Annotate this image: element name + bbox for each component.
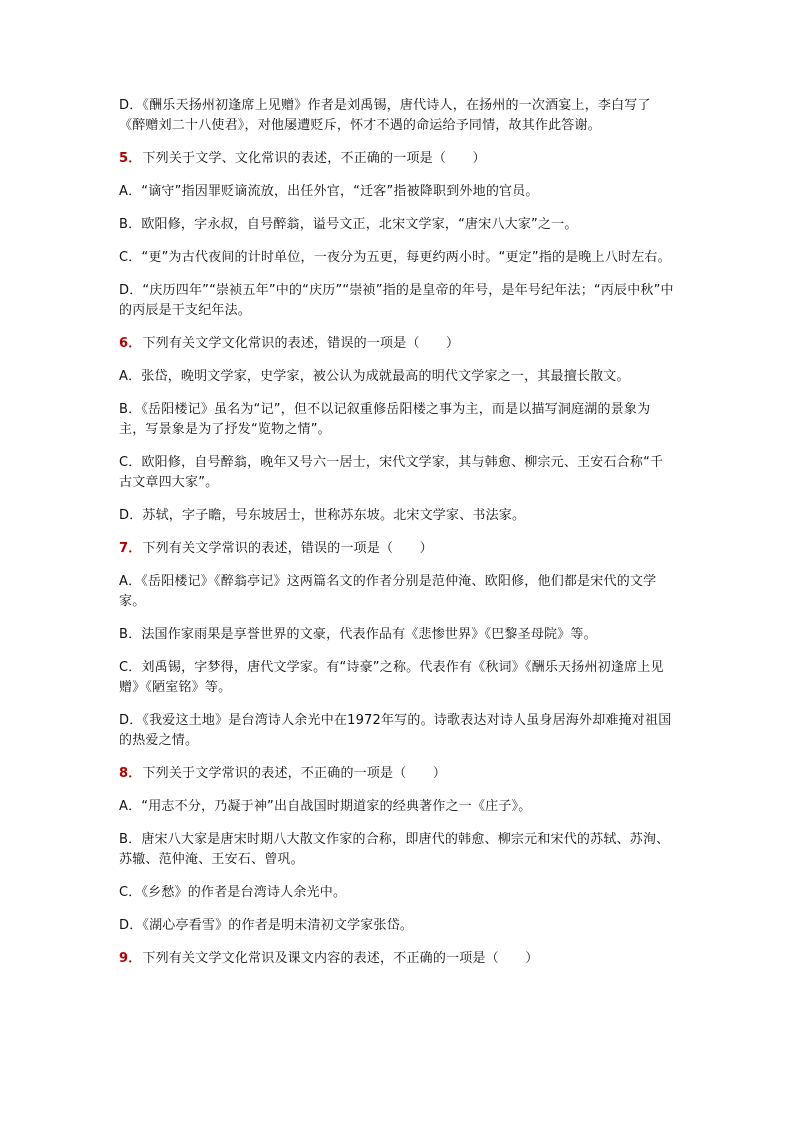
document-body <box>119 96 675 982</box>
question-stem: 下列有关文学常识的表述，错误的一项是（ ） <box>142 541 433 556</box>
question-stem: 下列有关文学文化常识的表述，错误的一项是（ ） <box>142 336 460 351</box>
option-6a: A．张岱，晚明文学家，史学家，被公认为成就最高的明代文学家之一，其最擅长散文。 <box>119 369 630 384</box>
question-8 <box>119 764 675 784</box>
option-8a: A．“用志不分，乃凝于神”出自战国时期道家的经典著作之一《庄子》。 <box>119 799 532 814</box>
option-7a: A．《岳阳楼记》《醉翁亭记》这两篇名文的作者分别是范仲淹、欧阳修，他们都是宋代的文学家。 <box>119 574 657 609</box>
option-5c: C．“更”为古代夜间的计时单位，一夜分为五更，每更约两小时。“更定”指的是晚上八时左右。 <box>119 250 671 265</box>
question-6 <box>119 334 675 354</box>
option-8b: B．唐宋八大家是唐宋时期八大散文作家的合称，即唐代的韩愈、柳宗元和宋代的苏轼、苏洵、苏辙、范仲淹、王安石、曾巩。 <box>119 832 670 867</box>
question-7 <box>119 539 675 559</box>
question-number: 6． <box>119 336 142 351</box>
option-6b: B．《岳阳楼记》虽名为“记”，但不以记叙重修岳阳楼之事为主，而是以描写洞庭湖的景象为主，写景象是为了抒发“览物之情”。 <box>119 402 651 437</box>
option-6d: D．苏轼，字子瞻，号东坡居士，世称苏东坡。北宋文学家、书法家。 <box>119 508 526 523</box>
question-5 <box>119 149 675 169</box>
option-7c: C．刘禹锡，字梦得，唐代文学家。有“诗豪”之称。代表作有《秋词》《酬乐天扬州初逢席上见赠》《陋室铭》等。 <box>119 660 664 695</box>
option-5d: D．“庆历四年”“崇祯五年”中的“庆历”“崇祯”指的是皇帝的年号，是年号纪年法；“丙辰中秋”中的丙辰是干支纪年法。 <box>119 283 674 318</box>
option-5b: B．欧阳修，字永叔，自号醉翁，谥号文正，北宋文学家，“唐宋八大家”之一。 <box>119 217 578 232</box>
option-4d: D．《酬乐天扬州初逢席上见赠》作者是刘禹锡，唐代诗人，在扬州的一次酒宴上，李白写了《醉赠刘二十八使君》，对他屡遭贬斥，怀才不遇的命运给予同情，故其作此答谢。 <box>119 98 651 133</box>
option-7b: B．法国作家雨果是享誉世界的文豪，代表作品有《悲惨世界》《巴黎圣母院》等。 <box>119 627 597 642</box>
option-7d: D．《我爱这土地》是台湾诗人余光中在1972年写的。诗歌表达对诗人虽身居海外却难掩对祖国的热爱之情。 <box>119 713 672 748</box>
option-5a: A．“谪守”指因罪贬谪流放，出任外官，“迁客”指被降职到外地的官员。 <box>119 184 539 199</box>
question-stem: 下列关于文学、文化常识的表述，不正确的一项是（ ） <box>142 151 486 166</box>
question-stem: 下列关于文学常识的表述，不正确的一项是（ ） <box>142 766 447 781</box>
option-6c: C．欧阳修，自号醉翁，晚年又号六一居士，宋代文学家，其与韩愈、柳宗元、王安石合称“千古文章四大家”。 <box>119 455 664 490</box>
question-number: 5． <box>119 151 142 166</box>
question-number: 7． <box>119 541 142 556</box>
question-stem: 下列有关文学文化常识及课文内容的表述，不正确的一项是（ ） <box>142 951 539 966</box>
option-8c: C．《乡愁》的作者是台湾诗人余光中。 <box>119 885 347 900</box>
question-number: 8． <box>119 766 142 781</box>
question-9 <box>119 949 675 969</box>
option-8d: D．《湖心亭看雪》的作者是明末清初文学家张岱。 <box>119 918 414 933</box>
question-number: 9． <box>119 951 142 966</box>
